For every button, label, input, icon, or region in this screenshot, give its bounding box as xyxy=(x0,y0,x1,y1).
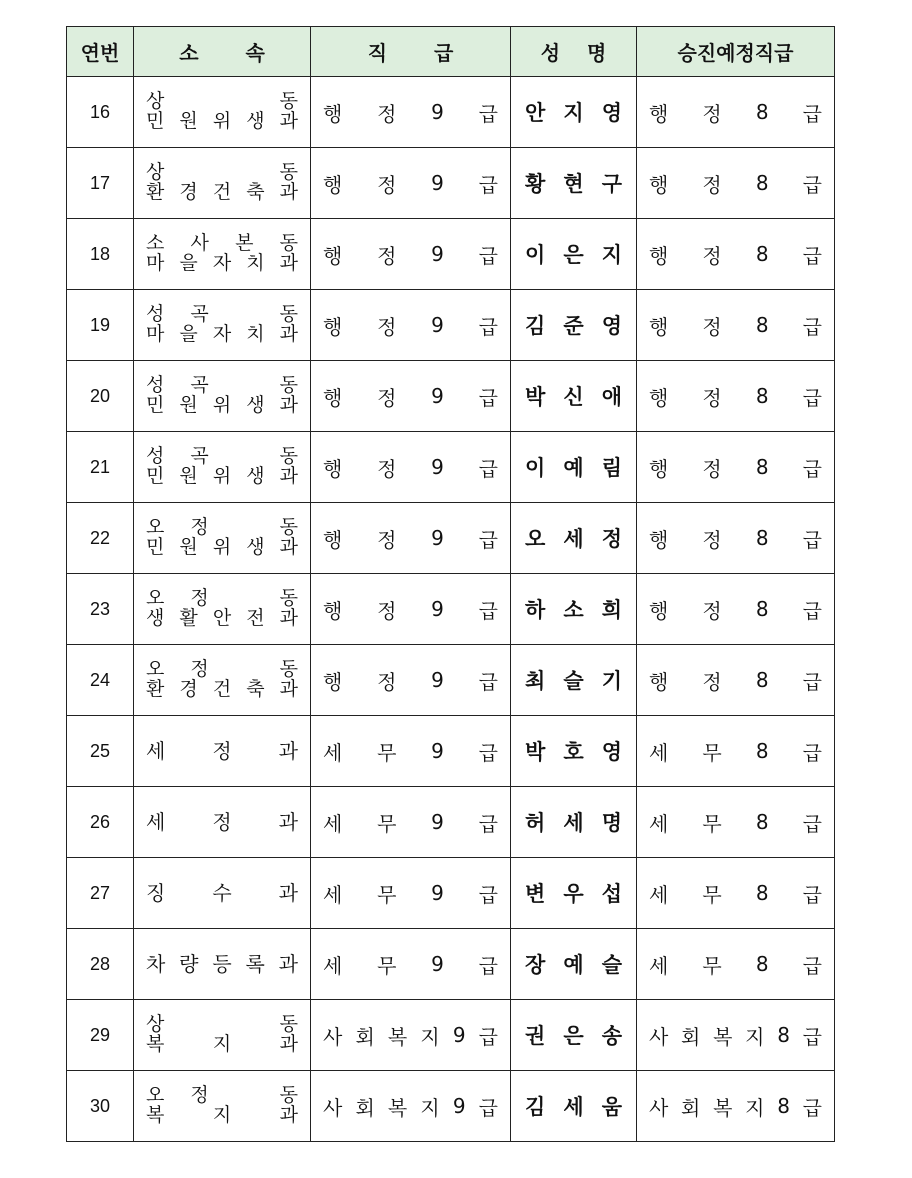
table-row xyxy=(67,787,835,858)
dept-label xyxy=(134,518,310,558)
table-row xyxy=(67,503,835,574)
dept-cell xyxy=(134,1000,311,1071)
header-dept: 소 속 xyxy=(134,27,311,77)
table-row xyxy=(67,929,835,1000)
row-number: 23 xyxy=(67,574,134,645)
person-name: 권 은 송 xyxy=(525,1024,622,1048)
rank-cell xyxy=(311,929,511,1000)
promo-cell xyxy=(637,148,835,219)
dept-division: 환 경 건 축 과 xyxy=(146,678,298,700)
promo-rank-label: 행 정 8 급 xyxy=(649,526,822,552)
promo-cell xyxy=(637,290,835,361)
dept-division: 환 경 건 축 과 xyxy=(146,181,298,203)
promo-cell xyxy=(637,77,835,148)
table-row xyxy=(67,1071,835,1142)
dept-label: 세 정 과 xyxy=(146,738,298,763)
dept-cell xyxy=(134,929,311,1000)
rank-cell xyxy=(311,148,511,219)
table-row xyxy=(67,290,835,361)
promo-cell xyxy=(637,645,835,716)
person-name: 변 우 섭 xyxy=(525,882,622,906)
dept-label xyxy=(134,163,310,203)
dept-cell xyxy=(134,148,311,219)
promo-rank-label: 세 무 8 급 xyxy=(649,810,822,836)
rank-cell xyxy=(311,1071,511,1142)
dept-division: 민 원 위 생 과 xyxy=(146,465,298,487)
promo-cell xyxy=(637,432,835,503)
dept-label xyxy=(134,660,310,700)
rank-cell xyxy=(311,574,511,645)
table-row xyxy=(67,716,835,787)
rank-cell xyxy=(311,645,511,716)
promo-rank-label: 세 무 8 급 xyxy=(649,952,822,978)
dept-cell xyxy=(134,574,311,645)
promo-rank-label: 행 정 8 급 xyxy=(649,455,822,481)
promotion-table xyxy=(66,26,835,1142)
row-number: 28 xyxy=(67,929,134,1000)
rank-label: 행 정 9 급 xyxy=(323,384,498,410)
dept-division: 마 을 자 치 과 xyxy=(146,323,298,345)
promo-cell xyxy=(637,361,835,432)
promo-cell xyxy=(637,1000,835,1071)
table-row xyxy=(67,858,835,929)
dept-division: 민 원 위 생 과 xyxy=(146,536,298,558)
dept-district: 성 곡 동 xyxy=(146,445,298,468)
dept-label xyxy=(134,305,310,345)
promo-rank-label: 행 정 8 급 xyxy=(649,668,822,694)
promo-rank-label: 사 회 복 지 8 급 xyxy=(649,1023,822,1049)
promo-rank-label: 행 정 8 급 xyxy=(649,597,822,623)
row-number: 29 xyxy=(67,1000,134,1071)
person-name: 황 현 구 xyxy=(525,172,622,196)
rank-cell xyxy=(311,503,511,574)
name-cell xyxy=(511,645,637,716)
promo-rank-label: 세 무 8 급 xyxy=(649,739,822,765)
dept-label xyxy=(134,447,310,487)
person-name: 오 세 정 xyxy=(525,527,622,551)
dept-cell xyxy=(134,1071,311,1142)
dept-division: 마 을 자 치 과 xyxy=(146,252,298,274)
person-name: 최 슬 기 xyxy=(525,669,622,693)
dept-district: 소 사 본 동 xyxy=(146,232,298,255)
dept-division: 민 원 위 생 과 xyxy=(146,110,298,132)
rank-label: 세 무 9 급 xyxy=(323,810,498,836)
row-number: 30 xyxy=(67,1071,134,1142)
rank-label: 행 정 9 급 xyxy=(323,668,498,694)
promo-cell xyxy=(637,503,835,574)
rank-label: 행 정 9 급 xyxy=(323,313,498,339)
person-name: 이 은 지 xyxy=(525,243,622,267)
name-cell xyxy=(511,787,637,858)
person-name: 이 예 림 xyxy=(525,456,622,480)
person-name: 박 신 애 xyxy=(525,385,622,409)
table-row xyxy=(67,645,835,716)
dept-label: 차 량 등 록 과 xyxy=(146,951,298,976)
promo-rank-label: 행 정 8 급 xyxy=(649,100,822,126)
rank-label: 세 무 9 급 xyxy=(323,952,498,978)
rank-label: 행 정 9 급 xyxy=(323,597,498,623)
promo-rank-label: 행 정 8 급 xyxy=(649,313,822,339)
dept-label: 세 정 과 xyxy=(146,809,298,834)
person-name: 박 호 영 xyxy=(525,740,622,764)
dept-district: 오 정 동 xyxy=(146,516,298,539)
dept-cell xyxy=(134,361,311,432)
name-cell xyxy=(511,148,637,219)
dept-division: 복 지 과 xyxy=(146,1033,298,1055)
rank-label: 사 회 복 지 9 급 xyxy=(323,1094,498,1120)
rank-label: 행 정 9 급 xyxy=(323,171,498,197)
rank-label: 행 정 9 급 xyxy=(323,455,498,481)
promo-cell xyxy=(637,219,835,290)
row-number: 27 xyxy=(67,858,134,929)
promo-rank-label: 세 무 8 급 xyxy=(649,881,822,907)
dept-cell xyxy=(134,77,311,148)
header-no: 연번 xyxy=(67,27,134,77)
promo-rank-label: 행 정 8 급 xyxy=(649,242,822,268)
dept-label xyxy=(134,234,310,274)
name-cell xyxy=(511,1071,637,1142)
rank-cell xyxy=(311,219,511,290)
rank-label: 행 정 9 급 xyxy=(323,100,498,126)
rank-cell xyxy=(311,290,511,361)
person-name: 장 예 슬 xyxy=(525,953,622,977)
rank-cell xyxy=(311,858,511,929)
dept-cell xyxy=(134,858,311,929)
dept-label: 징 수 과 xyxy=(146,880,298,905)
person-name: 김 준 영 xyxy=(525,314,622,338)
promo-cell xyxy=(637,1071,835,1142)
dept-cell xyxy=(134,503,311,574)
rank-cell xyxy=(311,787,511,858)
table-row xyxy=(67,148,835,219)
row-number: 25 xyxy=(67,716,134,787)
row-number: 17 xyxy=(67,148,134,219)
table-row xyxy=(67,432,835,503)
dept-district: 오 정 동 xyxy=(146,658,298,681)
promo-cell xyxy=(637,716,835,787)
dept-district: 오 정 동 xyxy=(146,587,298,610)
row-number: 19 xyxy=(67,290,134,361)
dept-district: 상 동 xyxy=(146,161,298,184)
dept-cell xyxy=(134,645,311,716)
rank-label: 사 회 복 지 9 급 xyxy=(323,1023,498,1049)
dept-division: 생 활 안 전 과 xyxy=(146,607,298,629)
dept-district: 성 곡 동 xyxy=(146,374,298,397)
promo-cell xyxy=(637,858,835,929)
name-cell xyxy=(511,1000,637,1071)
table-row xyxy=(67,574,835,645)
dept-label xyxy=(134,1086,310,1126)
header-promo: 승진예정직급 xyxy=(637,27,835,77)
row-number: 16 xyxy=(67,77,134,148)
rank-cell xyxy=(311,361,511,432)
dept-district: 상 동 xyxy=(146,90,298,113)
dept-division: 민 원 위 생 과 xyxy=(146,394,298,416)
name-cell xyxy=(511,290,637,361)
person-name: 하 소 희 xyxy=(525,598,622,622)
table-row xyxy=(67,1000,835,1071)
name-cell xyxy=(511,77,637,148)
rank-cell xyxy=(311,432,511,503)
rank-label: 행 정 9 급 xyxy=(323,242,498,268)
rank-cell xyxy=(311,716,511,787)
row-number: 26 xyxy=(67,787,134,858)
dept-label xyxy=(134,376,310,416)
promo-rank-label: 행 정 8 급 xyxy=(649,384,822,410)
dept-district: 오 정 동 xyxy=(146,1084,298,1107)
rank-cell xyxy=(311,1000,511,1071)
dept-district: 성 곡 동 xyxy=(146,303,298,326)
dept-cell xyxy=(134,219,311,290)
name-cell xyxy=(511,716,637,787)
promo-rank-label: 사 회 복 지 8 급 xyxy=(649,1094,822,1120)
row-number: 18 xyxy=(67,219,134,290)
rank-label: 행 정 9 급 xyxy=(323,526,498,552)
person-name: 김 세 움 xyxy=(525,1095,622,1119)
dept-cell xyxy=(134,716,311,787)
promo-cell xyxy=(637,574,835,645)
header-name: 성 명 xyxy=(511,27,637,77)
promo-cell xyxy=(637,787,835,858)
header-row xyxy=(67,27,835,77)
person-name: 허 세 명 xyxy=(525,811,622,835)
name-cell xyxy=(511,929,637,1000)
header-rank: 직 급 xyxy=(311,27,511,77)
name-cell xyxy=(511,574,637,645)
rank-label: 세 무 9 급 xyxy=(323,881,498,907)
dept-division: 복 지 과 xyxy=(146,1104,298,1126)
row-number: 22 xyxy=(67,503,134,574)
rank-cell xyxy=(311,77,511,148)
name-cell xyxy=(511,858,637,929)
table-row xyxy=(67,219,835,290)
name-cell xyxy=(511,361,637,432)
name-cell xyxy=(511,432,637,503)
table-body xyxy=(67,77,835,1142)
rank-label: 세 무 9 급 xyxy=(323,739,498,765)
person-name: 안 지 영 xyxy=(525,101,622,125)
dept-label xyxy=(134,92,310,132)
dept-cell xyxy=(134,432,311,503)
dept-label xyxy=(134,1015,310,1055)
dept-cell xyxy=(134,290,311,361)
dept-label xyxy=(134,589,310,629)
table-row xyxy=(67,77,835,148)
promo-cell xyxy=(637,929,835,1000)
name-cell xyxy=(511,503,637,574)
table-row xyxy=(67,361,835,432)
row-number: 20 xyxy=(67,361,134,432)
promo-rank-label: 행 정 8 급 xyxy=(649,171,822,197)
row-number: 21 xyxy=(67,432,134,503)
dept-cell xyxy=(134,787,311,858)
dept-district: 상 동 xyxy=(146,1013,298,1036)
name-cell xyxy=(511,219,637,290)
row-number: 24 xyxy=(67,645,134,716)
